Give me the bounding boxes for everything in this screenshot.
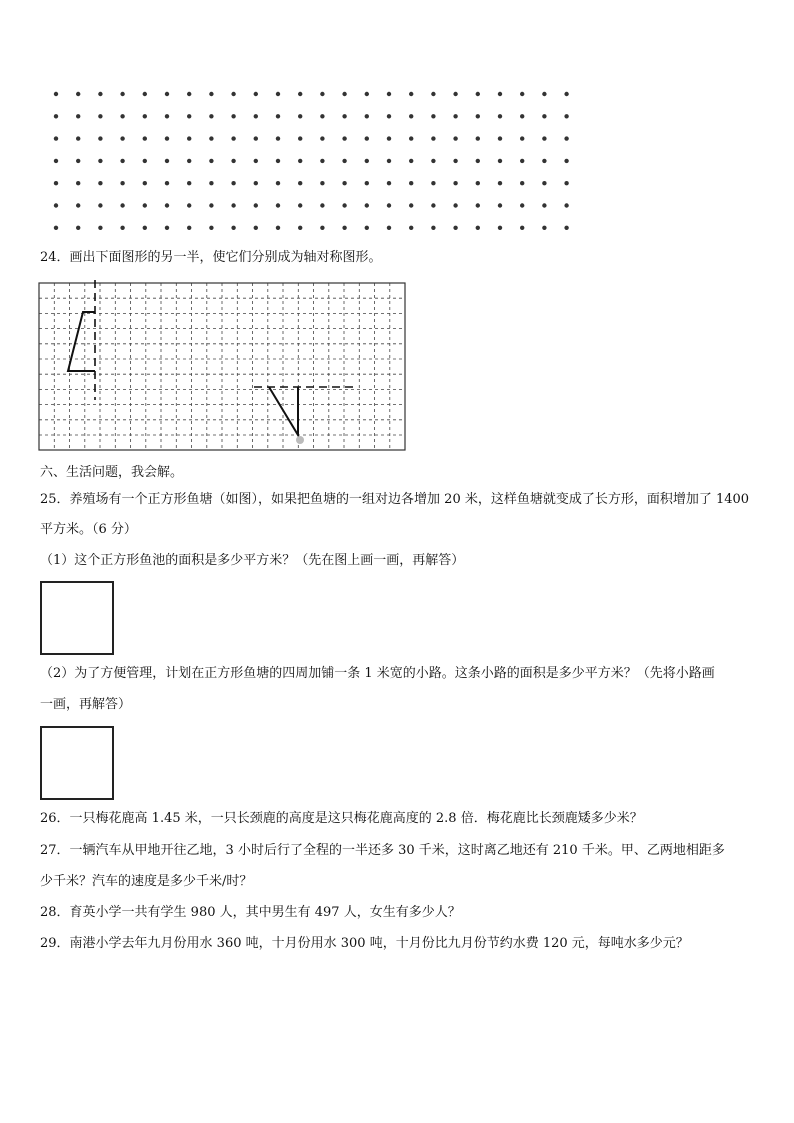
grid-dot <box>476 92 480 96</box>
grid-dot <box>231 226 235 230</box>
grid-dot <box>254 181 258 185</box>
grid-dot <box>387 159 391 163</box>
grid-dot <box>453 181 457 185</box>
grid-dot <box>165 92 169 96</box>
grid-dot <box>143 203 147 207</box>
grid-dot <box>365 203 369 207</box>
grid-dot <box>254 159 258 163</box>
grid-dot <box>520 136 524 140</box>
half-triangle <box>269 387 298 435</box>
grid-dot <box>409 181 413 185</box>
grid-dot <box>320 159 324 163</box>
question-27-line2: 少千米？汽车的速度是多少千米/时？ <box>40 874 253 889</box>
grid-dot <box>276 181 280 185</box>
grid-dot <box>209 226 213 230</box>
grid-dot <box>54 136 58 140</box>
grid-dot <box>187 114 191 118</box>
grid-dot <box>365 136 369 140</box>
question-25-line1: 25．养殖场有一个正方形鱼塘（如图），如果把鱼塘的一组对边各增加 20 米，这样鱼塘就变成了长方形，面积增加了 1400 <box>40 492 750 507</box>
grid-dot <box>498 136 502 140</box>
grid-dot <box>476 203 480 207</box>
dot-grid <box>0 0 794 240</box>
grid-dot <box>120 181 124 185</box>
grid-dot <box>453 226 457 230</box>
grid-dot <box>409 114 413 118</box>
grid-dot <box>76 92 80 96</box>
grid-dot <box>387 203 391 207</box>
grid-dot <box>520 159 524 163</box>
grid-dot <box>54 203 58 207</box>
grid-dot <box>76 114 80 118</box>
grid-dot <box>231 136 235 140</box>
grid-dot <box>209 136 213 140</box>
grid-dot <box>98 136 102 140</box>
square-pond-figure-1 <box>40 581 114 655</box>
grid-dot <box>476 114 480 118</box>
grid-dot <box>165 181 169 185</box>
grid-dot <box>431 114 435 118</box>
grid-dot <box>542 114 546 118</box>
grid-dot <box>342 92 346 96</box>
grid-dot <box>520 226 524 230</box>
grid-dot <box>409 226 413 230</box>
grid-dot <box>143 114 147 118</box>
grid-dot <box>165 226 169 230</box>
grid-dot <box>564 181 568 185</box>
grid-dot <box>276 114 280 118</box>
grid-dot <box>342 203 346 207</box>
grid-dot <box>98 203 102 207</box>
grid-dot <box>520 181 524 185</box>
grid-dot <box>76 203 80 207</box>
grid-dot <box>542 226 546 230</box>
grid-dot <box>276 92 280 96</box>
grid-dot <box>387 226 391 230</box>
grid-dot <box>342 114 346 118</box>
grid-dot <box>231 92 235 96</box>
grid-dot <box>431 159 435 163</box>
triangle-vertex-mark <box>296 436 304 444</box>
grid-dot <box>276 226 280 230</box>
grid-dot <box>542 136 546 140</box>
grid-dot <box>542 203 546 207</box>
grid-dot <box>298 159 302 163</box>
grid-dot <box>431 226 435 230</box>
grid-dot <box>98 181 102 185</box>
grid-dot <box>98 92 102 96</box>
grid-dot <box>320 92 324 96</box>
grid-dot <box>476 226 480 230</box>
question-27-line1: 27．一辆汽车从甲地开往乙地，3 小时后行了全程的一半还多 30 千米，这时离乙地还有 210 千米。甲、乙两地相距多 <box>40 843 725 858</box>
grid-dot <box>276 203 280 207</box>
question-25-part1: （1）这个正方形鱼池的面积是多少平方米？（先在图上画一画，再解答） <box>40 553 465 568</box>
grid-dot <box>54 226 58 230</box>
grid-dot <box>209 92 213 96</box>
grid-dot <box>320 203 324 207</box>
grid-dot <box>564 159 568 163</box>
grid-dot <box>254 136 258 140</box>
grid-dot <box>320 114 324 118</box>
grid-dot <box>120 114 124 118</box>
grid-dot <box>298 226 302 230</box>
grid-dot <box>453 159 457 163</box>
question-26-text: 26．一只梅花鹿高 1.45 米，一只长颈鹿的高度是这只梅花鹿高度的 2.8 倍．梅花鹿比长颈鹿矮多少米？ <box>40 811 643 826</box>
grid-dot <box>187 92 191 96</box>
grid-dot <box>409 136 413 140</box>
grid-dot <box>564 203 568 207</box>
grid-dot <box>542 92 546 96</box>
grid-dot <box>365 181 369 185</box>
grid-dot <box>298 181 302 185</box>
grid-dot <box>342 226 346 230</box>
grid-dot <box>76 226 80 230</box>
grid-dot <box>298 203 302 207</box>
grid-dot <box>254 114 258 118</box>
grid-dot <box>498 181 502 185</box>
grid-dot <box>431 92 435 96</box>
grid-dot <box>320 181 324 185</box>
grid-dot <box>476 181 480 185</box>
grid-dot <box>143 136 147 140</box>
grid-dot <box>542 181 546 185</box>
grid-dot <box>520 114 524 118</box>
grid-dot <box>564 226 568 230</box>
question-29-text: 29．南港小学去年九月份用水 360 吨，十月份用水 300 吨，十月份比九月份节约水费 120 元，每吨水多少元？ <box>40 936 689 951</box>
section-6-heading: 六、生活问题，我会解。 <box>40 465 184 480</box>
grid-dot <box>342 181 346 185</box>
grid-dot <box>387 114 391 118</box>
grid-dot <box>564 136 568 140</box>
square-pond-figure-2 <box>40 726 114 800</box>
grid-dot <box>254 203 258 207</box>
grid-dot <box>387 136 391 140</box>
grid-dot <box>98 159 102 163</box>
grid-dot <box>542 159 546 163</box>
grid-dot <box>165 114 169 118</box>
grid-dot <box>298 136 302 140</box>
grid-dot <box>453 136 457 140</box>
grid-dot <box>187 159 191 163</box>
grid-dot <box>276 136 280 140</box>
grid-dot <box>187 203 191 207</box>
grid-dot <box>453 203 457 207</box>
question-25-line2: 平方米。（6 分） <box>40 522 137 537</box>
grid-dot <box>209 203 213 207</box>
grid-dot <box>431 136 435 140</box>
grid-dot <box>187 226 191 230</box>
grid-dot <box>365 114 369 118</box>
grid-dot <box>409 159 413 163</box>
question-25-part2-line1: （2）为了方便管理，计划在正方形鱼塘的四周加铺一条 1 米宽的小路。这条小路的面积是多少平方米？（先将小路画 <box>40 666 715 681</box>
grid-dot <box>143 226 147 230</box>
grid-dot <box>298 114 302 118</box>
grid-dot <box>453 114 457 118</box>
symmetry-grid-figure <box>36 280 416 460</box>
grid-dot <box>209 114 213 118</box>
grid-dot <box>54 159 58 163</box>
grid-dot <box>276 159 280 163</box>
grid-dot <box>231 203 235 207</box>
grid-dot <box>120 226 124 230</box>
grid-dot <box>498 203 502 207</box>
grid-dot <box>98 226 102 230</box>
grid-dot <box>187 181 191 185</box>
grid-dot <box>431 181 435 185</box>
grid-dot <box>231 181 235 185</box>
grid-dot <box>387 92 391 96</box>
grid-dot <box>498 159 502 163</box>
grid-dot <box>476 136 480 140</box>
question-28-text: 28．育英小学一共有学生 980 人，其中男生有 497 人，女生有多少人？ <box>40 905 461 920</box>
grid-dot <box>342 159 346 163</box>
grid-dot <box>564 92 568 96</box>
grid-dot <box>476 159 480 163</box>
grid-dot <box>520 203 524 207</box>
grid-dot <box>320 226 324 230</box>
grid-dot <box>498 114 502 118</box>
grid-dot <box>165 203 169 207</box>
grid-dot <box>54 114 58 118</box>
grid-dot <box>409 203 413 207</box>
grid-dot <box>231 159 235 163</box>
grid-dot <box>498 226 502 230</box>
grid-dot <box>209 181 213 185</box>
grid-dot <box>143 181 147 185</box>
grid-dot <box>365 92 369 96</box>
grid-dot <box>76 181 80 185</box>
grid-dot <box>209 159 213 163</box>
grid-dot <box>409 92 413 96</box>
grid-dot <box>498 92 502 96</box>
question-25-part2-line2: 一画，再解答） <box>40 697 132 712</box>
grid-dot <box>120 203 124 207</box>
grid-dot <box>187 136 191 140</box>
grid-dot <box>387 181 391 185</box>
grid-dot <box>120 136 124 140</box>
grid-dot <box>453 92 457 96</box>
grid-dot <box>120 92 124 96</box>
grid-dot <box>520 92 524 96</box>
grid-dot <box>120 159 124 163</box>
grid-dot <box>320 136 324 140</box>
grid-dot <box>254 226 258 230</box>
grid-dot <box>143 159 147 163</box>
grid-dot <box>76 159 80 163</box>
grid-dot <box>254 92 258 96</box>
grid-dot <box>564 114 568 118</box>
question-24-text: 24．画出下面图形的另一半，使它们分别成为轴对称图形。 <box>40 250 382 265</box>
grid-dot <box>54 181 58 185</box>
grid-dot <box>143 92 147 96</box>
grid-dot <box>365 159 369 163</box>
grid-dot <box>342 136 346 140</box>
grid-dot <box>165 159 169 163</box>
grid-dot <box>365 226 369 230</box>
half-trapezoid <box>68 312 95 371</box>
grid-dot <box>431 203 435 207</box>
grid-dot <box>165 136 169 140</box>
grid-dot <box>76 136 80 140</box>
grid-dot <box>98 114 102 118</box>
grid-dot <box>231 114 235 118</box>
grid-dot <box>298 92 302 96</box>
grid-dot <box>54 92 58 96</box>
